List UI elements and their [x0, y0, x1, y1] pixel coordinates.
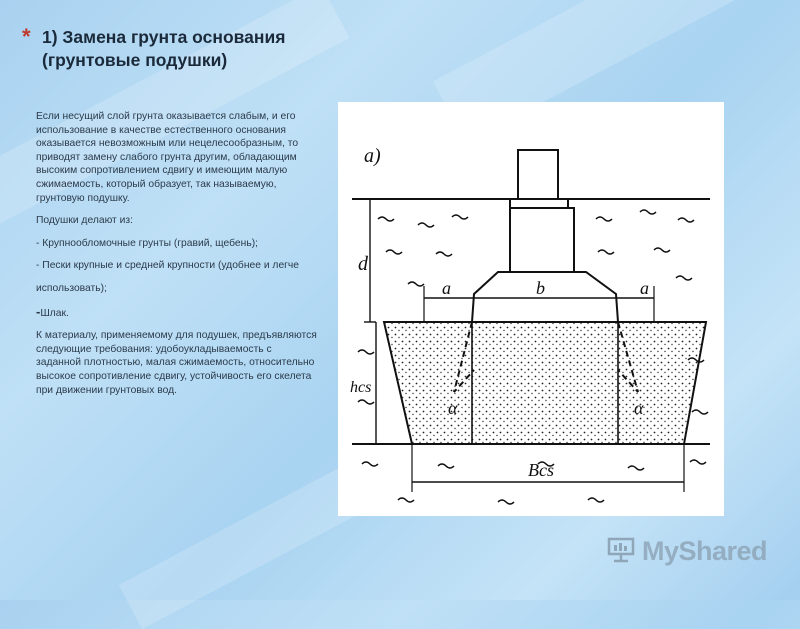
- list-item-sands-cont: использовать);: [36, 282, 107, 294]
- label-hcs: hcs: [350, 379, 372, 396]
- label-alpha-right: α: [634, 398, 644, 418]
- label-alpha-left: α: [448, 398, 458, 418]
- foundation-diagram: [338, 102, 724, 516]
- column-upper: [518, 150, 558, 199]
- footing: [472, 272, 618, 322]
- list-item-coarse: - Крупнообломочные грунты (гравий, щебень);: [36, 237, 258, 249]
- slide-title: 1) Замена грунта основания (грунтовые подушки): [42, 27, 286, 70]
- slide-bullet: *: [22, 24, 31, 49]
- watermark-text: MyShared: [642, 536, 768, 566]
- body-paragraph-intro: Если несущий слой грунта оказывается слабым, и его использование в качестве естественного основания оказывается невозможным или нецелесообразным, то приводят замену слабого грунта другим, обладающим высоким сопротивлением сдвигу и имеющим малую сжимаемость, который образует, так называемую, грунтовую подушку.: [36, 111, 299, 204]
- label-b: b: [536, 278, 545, 298]
- label-bcs: Bcs: [528, 460, 554, 480]
- slide-body: [36, 110, 318, 406]
- body-paragraph-made-of: Подушки делают из:: [36, 215, 133, 227]
- list-item-slag: [36, 305, 318, 321]
- label-a-left: a: [442, 278, 451, 298]
- slag-dash: -: [36, 303, 41, 319]
- body-paragraph-requirements: К материалу, применяемому для подушек, предъявляются следующие требования: удобоукладываемость с заданной плотностью, малая сжимаемость, относительно высокое сопротивление сдвигу, устойчивость его скелета при движении грунтовых вод.: [36, 330, 317, 396]
- label-panel: а): [364, 145, 381, 167]
- column-collar: [510, 199, 568, 208]
- watermark: [606, 534, 767, 569]
- soil-cushion: [384, 322, 706, 444]
- list-item-sands: - Пески крупные и средней крупности (удобнее и легче: [36, 260, 300, 272]
- column-lower: [510, 208, 574, 272]
- slag-label: Шлак.: [40, 307, 69, 319]
- label-depth: d: [358, 253, 368, 275]
- presentation-board-icon: [606, 534, 636, 569]
- label-a-right: a: [640, 278, 649, 298]
